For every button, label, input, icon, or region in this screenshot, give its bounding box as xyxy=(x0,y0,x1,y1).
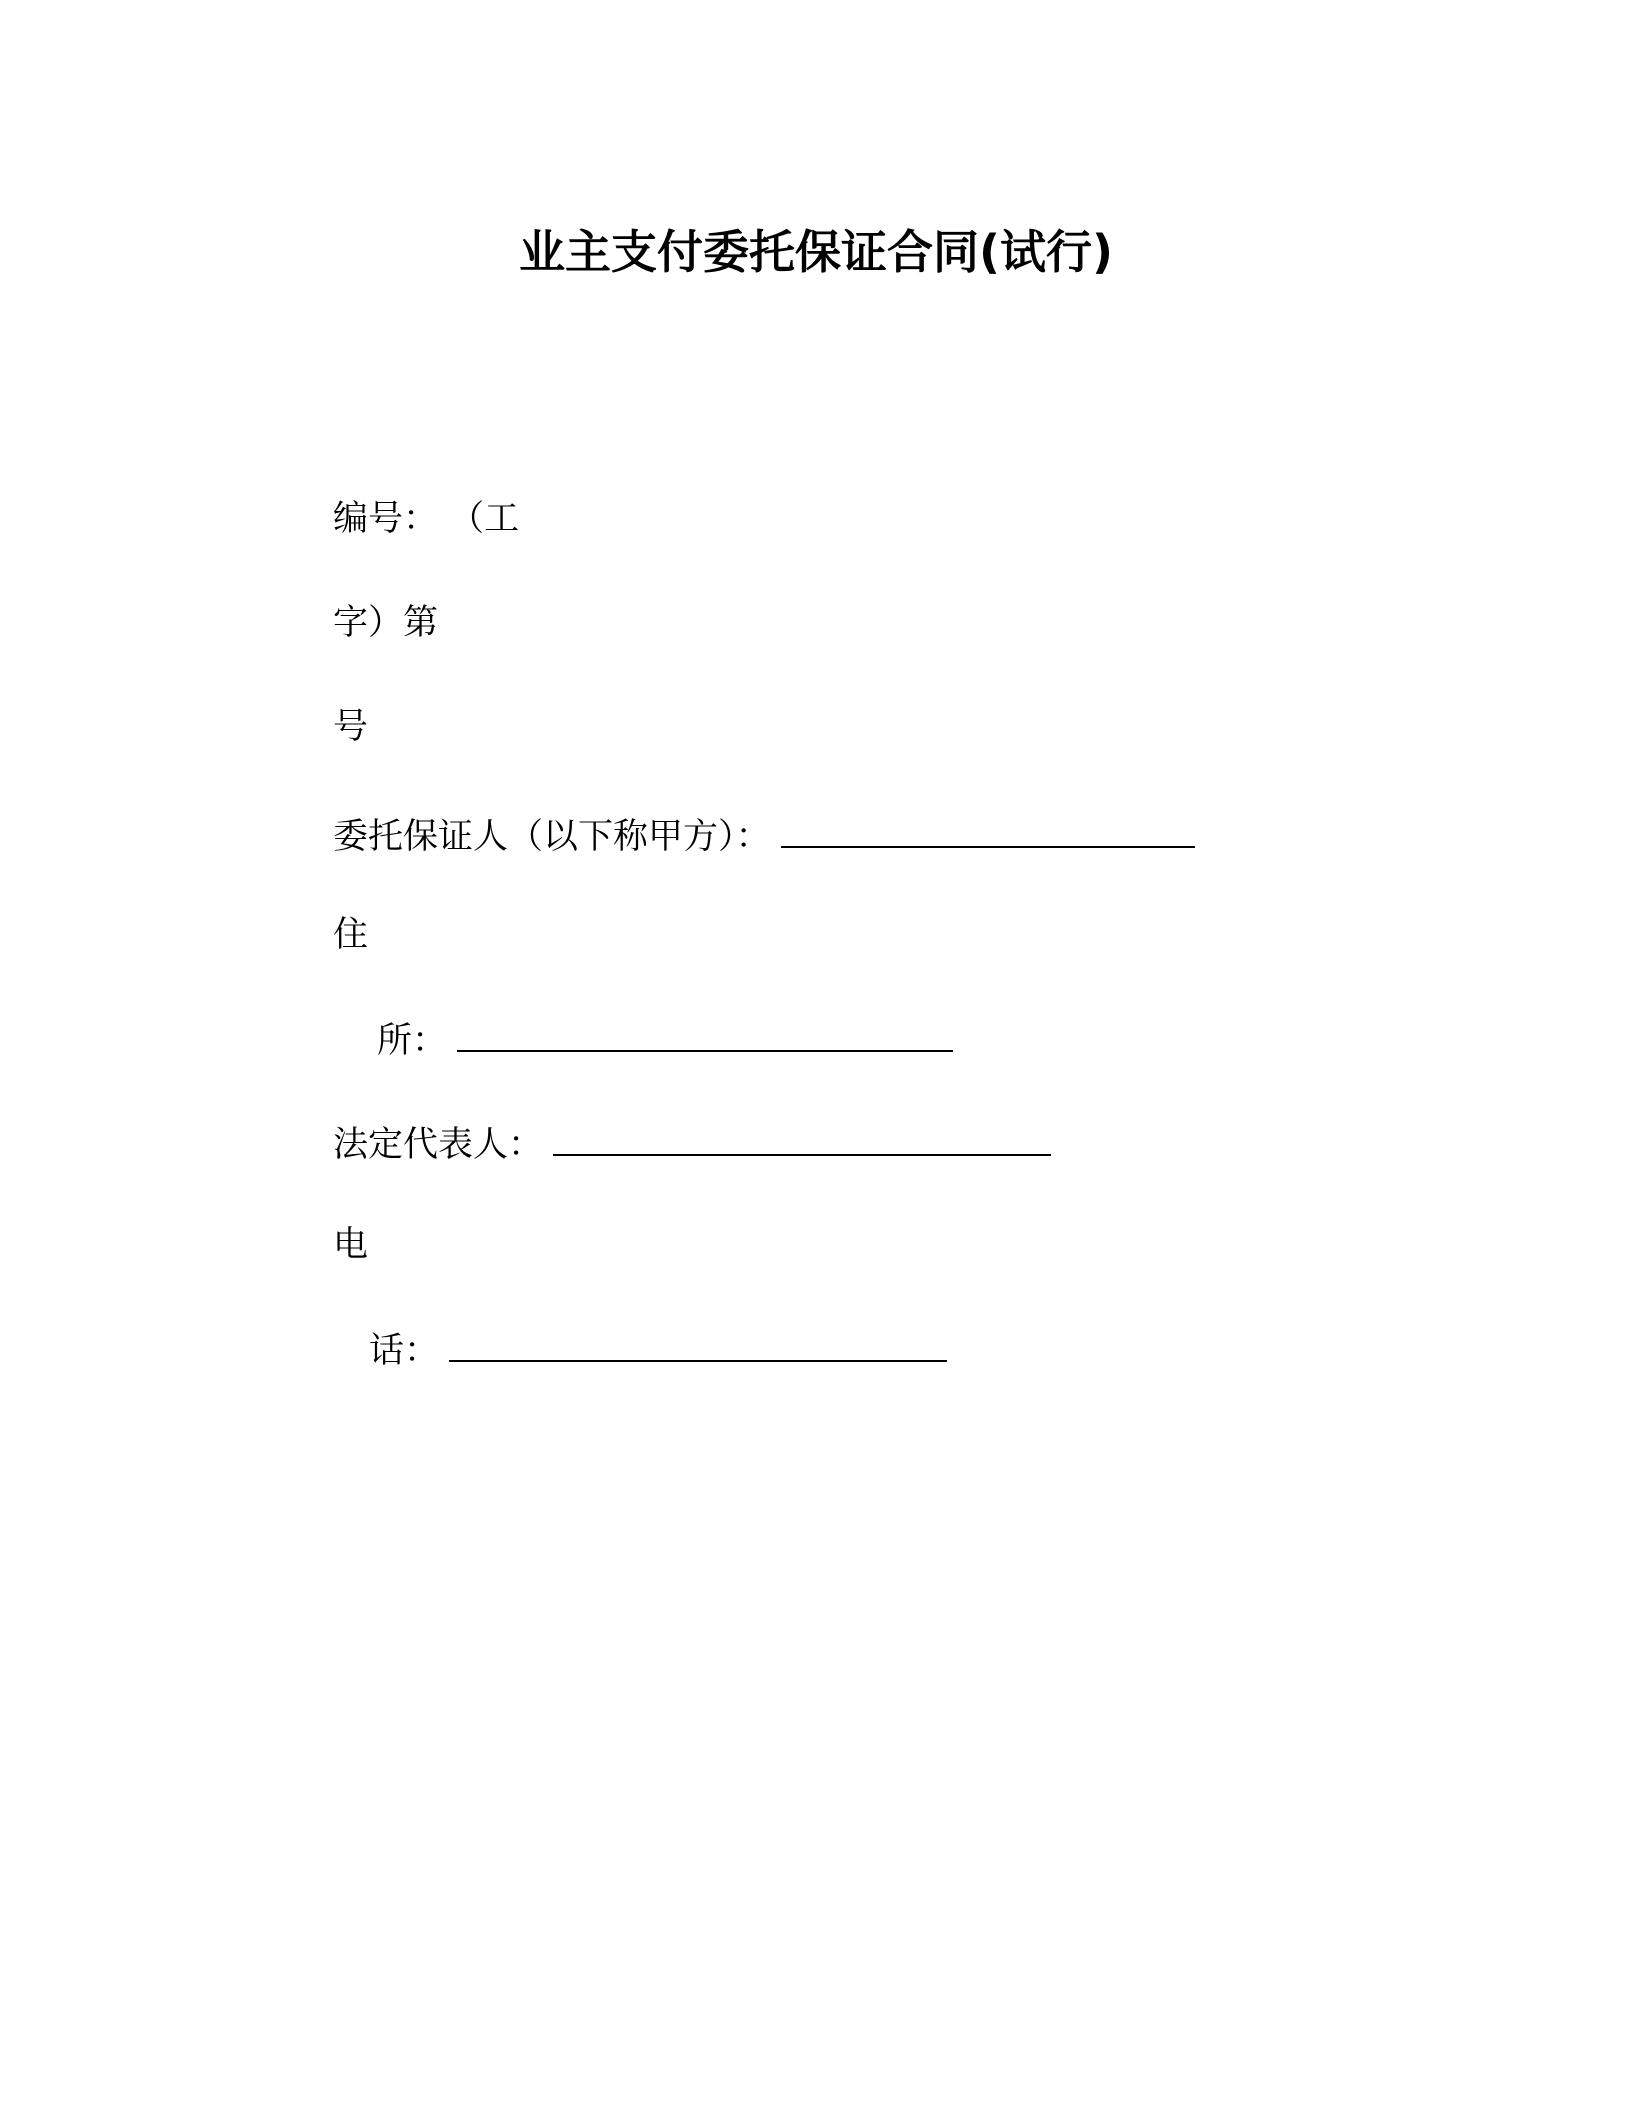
address-line-2 xyxy=(377,1016,953,1064)
contract-number-line-1 xyxy=(333,496,519,542)
phone-line-1 xyxy=(333,1222,368,1268)
address-line-1 xyxy=(333,912,368,958)
phone-blank[interactable] xyxy=(449,1326,947,1362)
address-label-b: 所： xyxy=(377,1021,448,1061)
phone-label-a: 电 xyxy=(333,1225,369,1265)
contract-number-line-3 xyxy=(333,704,368,750)
principal-line xyxy=(333,812,1195,860)
phone-label-b: 话： xyxy=(369,1331,440,1371)
legal-representative-blank[interactable] xyxy=(553,1120,1051,1156)
legal-representative-line xyxy=(333,1120,1051,1168)
legal-representative-label: 法定代表人： xyxy=(333,1125,544,1165)
address-blank[interactable] xyxy=(457,1016,953,1052)
document-title: 业主支付委托保证合同(试行) xyxy=(518,225,1114,279)
address-label-a: 住 xyxy=(333,915,369,955)
principal-blank[interactable] xyxy=(781,812,1195,848)
contract-number-label: 编号： （工 xyxy=(333,499,520,539)
contract-number-line-2 xyxy=(333,600,438,646)
principal-label: 委托保证人（以下称甲方）： xyxy=(333,817,771,857)
phone-line-2 xyxy=(369,1326,947,1374)
contract-number-suffix: 号 xyxy=(333,707,369,747)
contract-number-middle: 字）第 xyxy=(333,603,439,643)
